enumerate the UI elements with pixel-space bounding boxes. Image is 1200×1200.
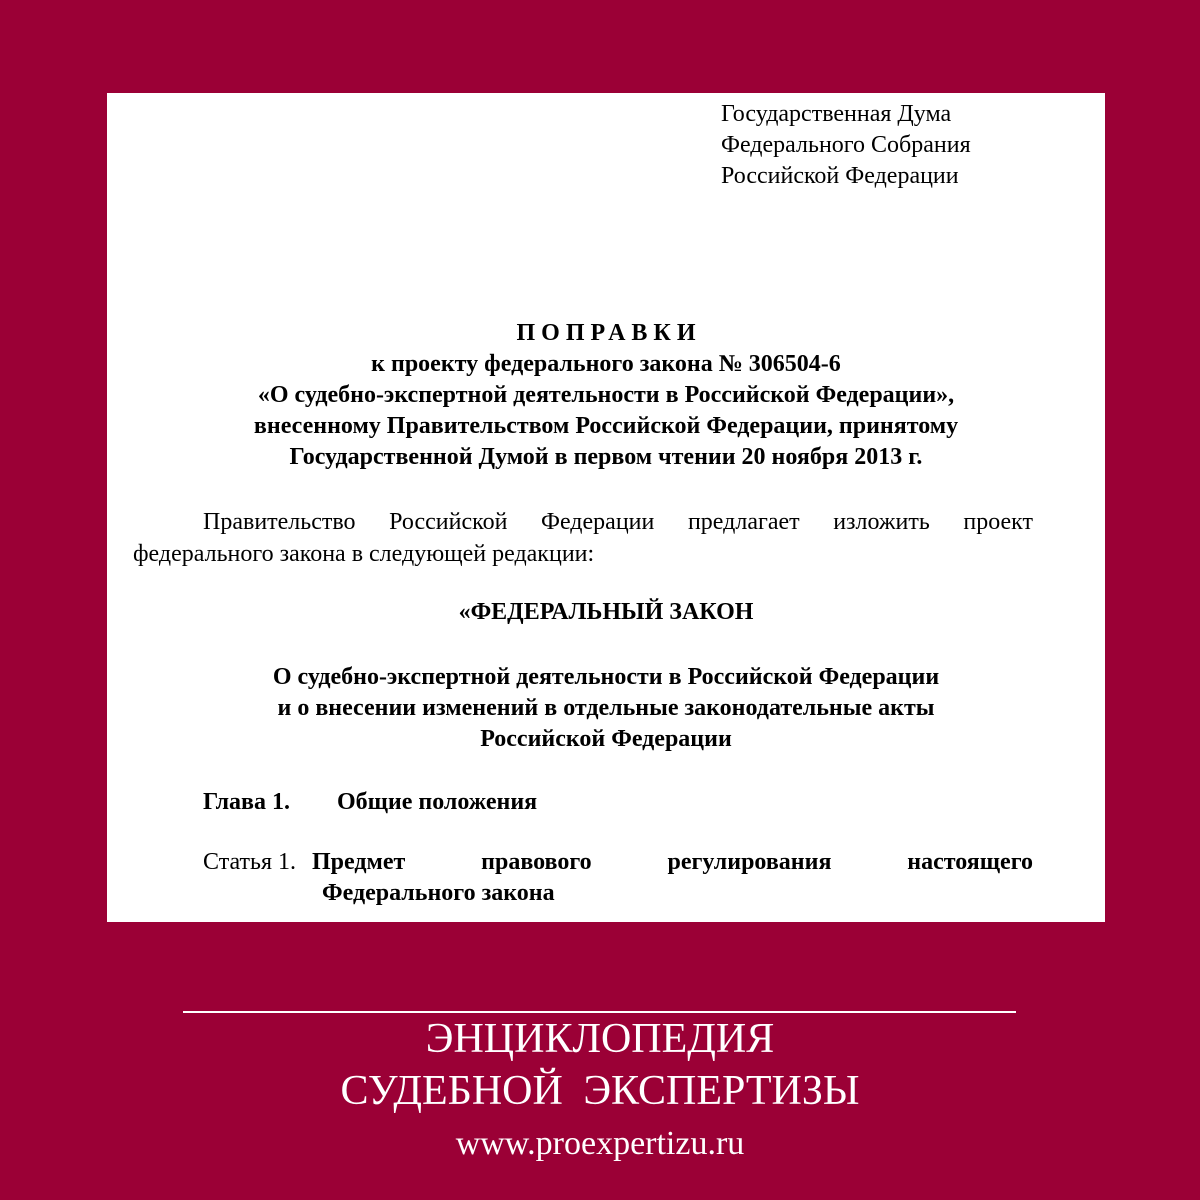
footer-title-line: СУДЕБНОЙ ЭКСПЕРТИЗЫ — [340, 1068, 860, 1114]
addressee-line: Федерального Собрания — [721, 132, 971, 158]
website-link[interactable]: www.proexpertizu.ru — [455, 1125, 745, 1162]
amendments-title-block — [107, 318, 1105, 473]
subtitle-line: Государственной Думой в первом чтении 20 ноября 2013 г. — [289, 444, 923, 470]
subtitle-line: внесенному Правительством Российской Федерации, принятому — [253, 413, 959, 439]
law-title-block — [107, 662, 1105, 755]
intro-line: Правительство Российской Федерации предлагает изложить проект — [203, 509, 1033, 535]
law-title-line: и о внесении изменений в отдельные законодательные акты — [277, 695, 935, 721]
chapter-heading — [203, 787, 537, 818]
article-subject-line: Предмет правового регулирования настоящего — [312, 849, 1033, 875]
addressee-line: Российской Федерации — [721, 163, 959, 189]
article-subject-line: Федерального закона — [322, 880, 555, 906]
article-subject — [312, 847, 1033, 909]
subtitle-line: «О судебно-экспертной деятельности в Российской Федерации», — [257, 382, 955, 408]
law-heading: «ФЕДЕРАЛЬНЫЙ ЗАКОН — [458, 599, 754, 625]
addressee-line: Государственная Дума — [721, 101, 952, 127]
footer-title-line: ЭНЦИКЛОПЕДИЯ — [425, 1016, 775, 1062]
document-page — [107, 93, 1105, 922]
subtitle-line: к проекту федерального закона № 306504-6 — [371, 351, 841, 377]
law-title-line: О судебно-экспертной деятельности в Российской Федерации — [272, 664, 940, 690]
chapter-number: Глава 1. — [203, 789, 290, 815]
footer-branding — [0, 1013, 1200, 1167]
law-title-line: Российской Федерации — [480, 726, 732, 752]
addressee-block — [721, 99, 971, 192]
intro-line: федерального закона в следующей редакции: — [133, 541, 595, 567]
article-label: Статья 1. — [203, 849, 296, 875]
intro-paragraph — [133, 506, 1033, 570]
chapter-title: Общие положения — [337, 789, 538, 815]
document-title: ПОПРАВКИ — [516, 320, 702, 346]
